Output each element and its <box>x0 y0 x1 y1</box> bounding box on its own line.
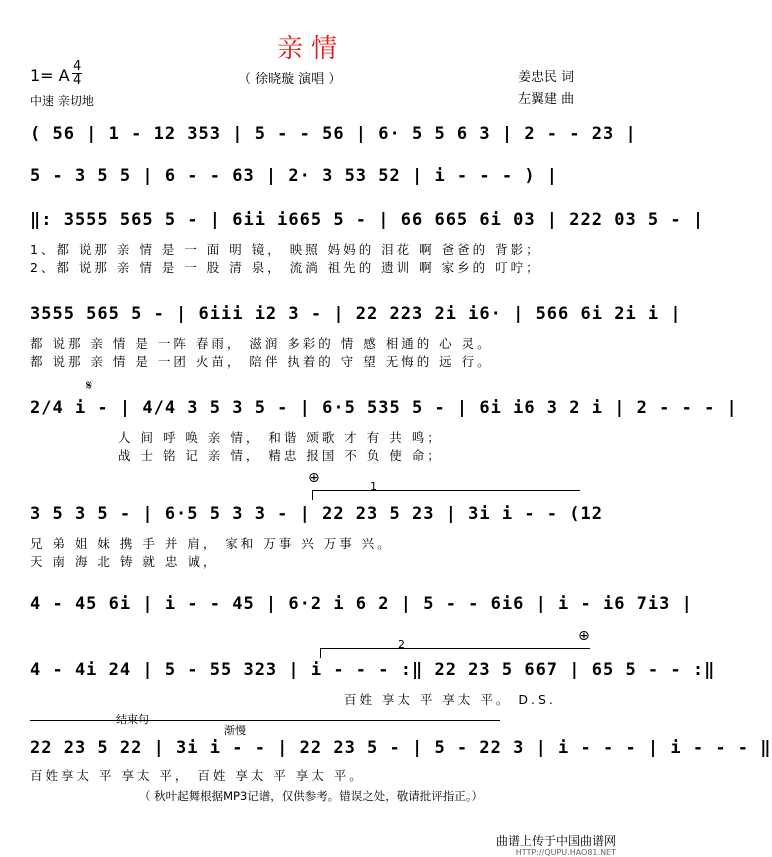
ending-label: 结束句 <box>116 713 149 726</box>
transcription-note: （ 秋叶起舞根据MP3记谱，仅供参考。错误之处，敬请批评指正。） <box>138 789 484 803</box>
coda-symbol-2: ⊕ <box>578 628 590 644</box>
key-signature: 1= A <box>30 66 70 85</box>
time-signature-bottom: 4 <box>73 73 82 88</box>
score-row-3: ‖: 3555 565 5 - | 6ii i665 5 - | 66 665 6i 03 | 222 03 5 - | <box>30 210 705 230</box>
score-row-7: 4 - 45 6i | i - - 45 | 6·2 i 6 2 | 5 - - 6i6 | i - i6 7i3 | <box>30 594 693 614</box>
lyrics-row-5-verse-1: 人 间 呼 唤 亲 情， 和谐 颂歌 才 有 共 鸣； <box>118 430 443 445</box>
volta-1-label: 1 <box>370 480 377 493</box>
ritardando-label: 渐慢 <box>224 724 246 737</box>
lyrics-row-5-verse-2: 战 士 铭 记 亲 情， 精忠 报国 不 负 使 命； <box>118 448 443 463</box>
time-signature <box>72 60 82 87</box>
score-row-6: 3 5 3 5 - | 6·5 5 3 3 - | 22 23 5 23 | 3i i - - (12 <box>30 504 603 524</box>
volta-2-bracket <box>320 648 590 649</box>
score-row-8: 4 - 4i 24 | 5 - 55 323 | i - - - :‖ 22 23 5 667 | 65 5 - - :‖ <box>30 660 716 680</box>
volta-2-bracket-start <box>320 648 321 658</box>
site-watermark-url: HTTP://QUPU.HAO81.NET <box>515 848 616 857</box>
composer-credit: 左翼建 曲 <box>518 92 575 107</box>
score-row-4: 3555 565 5 - | 6iii i2 3 - | 22 223 2i i6· | 566 6i 2i i | <box>30 304 682 324</box>
score-row-5: 2/4 i - | 4/4 3 5 3 5 - | 6·5 535 5 - | 6i i6 3 2 i | 2 - - - | <box>30 398 738 418</box>
lyricist-credit: 姜忠民 词 <box>518 70 575 85</box>
lyrics-row-6-verse-1: 兄 弟 姐 妹 携 手 并 肩， 家和 万事 兴 万事 兴。 <box>30 536 393 551</box>
score-row-9: 22 23 5 22 | 3i i - - | 22 23 5 - | 5 - 22 3 | i - - - | i - - - ‖ <box>30 738 772 758</box>
segno-symbol: 𝄋 <box>86 378 93 394</box>
site-watermark-title: 曲谱上传于中国曲谱网 <box>495 834 616 848</box>
tempo-marking: 中速 亲切地 <box>30 94 94 108</box>
lyrics-row-9: 百姓享太 平 享太 平， 百姓 享太 平 享太 平。 <box>30 768 365 783</box>
lyrics-row-8: 百姓 享太 平 享太 平。 D.S. <box>344 692 556 707</box>
lyrics-row-6-verse-2: 天 南 海 北 铸 就 忠 诚， <box>30 554 219 569</box>
volta-1-bracket <box>312 490 580 491</box>
lyrics-row-3-verse-1: 1、都 说那 亲 情 是 一 面 明 镜， 映照 妈妈的 泪花 啊 爸爸的 背影； <box>30 242 542 257</box>
volta-1-bracket-start <box>312 490 313 500</box>
score-row-2: 5 - 3 5 5 | 6 - - 63 | 2· 3 53 52 | i - - - ) | <box>30 166 559 186</box>
singer-credit: （ 徐晓璇 演唱 ） <box>238 72 342 87</box>
site-watermark <box>0 820 622 857</box>
lyrics-row-3-verse-2: 2、都 说那 亲 情 是 一 股 清 泉， 流淌 祖先的 遗训 啊 家乡的 叮咛； <box>30 260 542 275</box>
volta-2-label: 2 <box>398 638 405 651</box>
lyrics-row-4-verse-1: 都 说那 亲 情 是 一阵 春雨， 滋润 多彩的 情 感 相通的 心 灵。 <box>30 336 493 351</box>
song-title: 亲情 <box>276 34 345 64</box>
ending-bracket <box>30 720 500 721</box>
coda-symbol-1: ⊕ <box>308 470 320 486</box>
time-signature-top: 4 <box>73 59 82 74</box>
score-row-1: ( 56 | 1 - 12 353 | 5 - - 56 | 6· 5 5 6 3 | 2 - - 23 | <box>30 124 637 144</box>
lyrics-row-4-verse-2: 都 说那 亲 情 是 一团 火苗， 陪伴 执着的 守 望 无悔的 远 行。 <box>30 354 493 369</box>
